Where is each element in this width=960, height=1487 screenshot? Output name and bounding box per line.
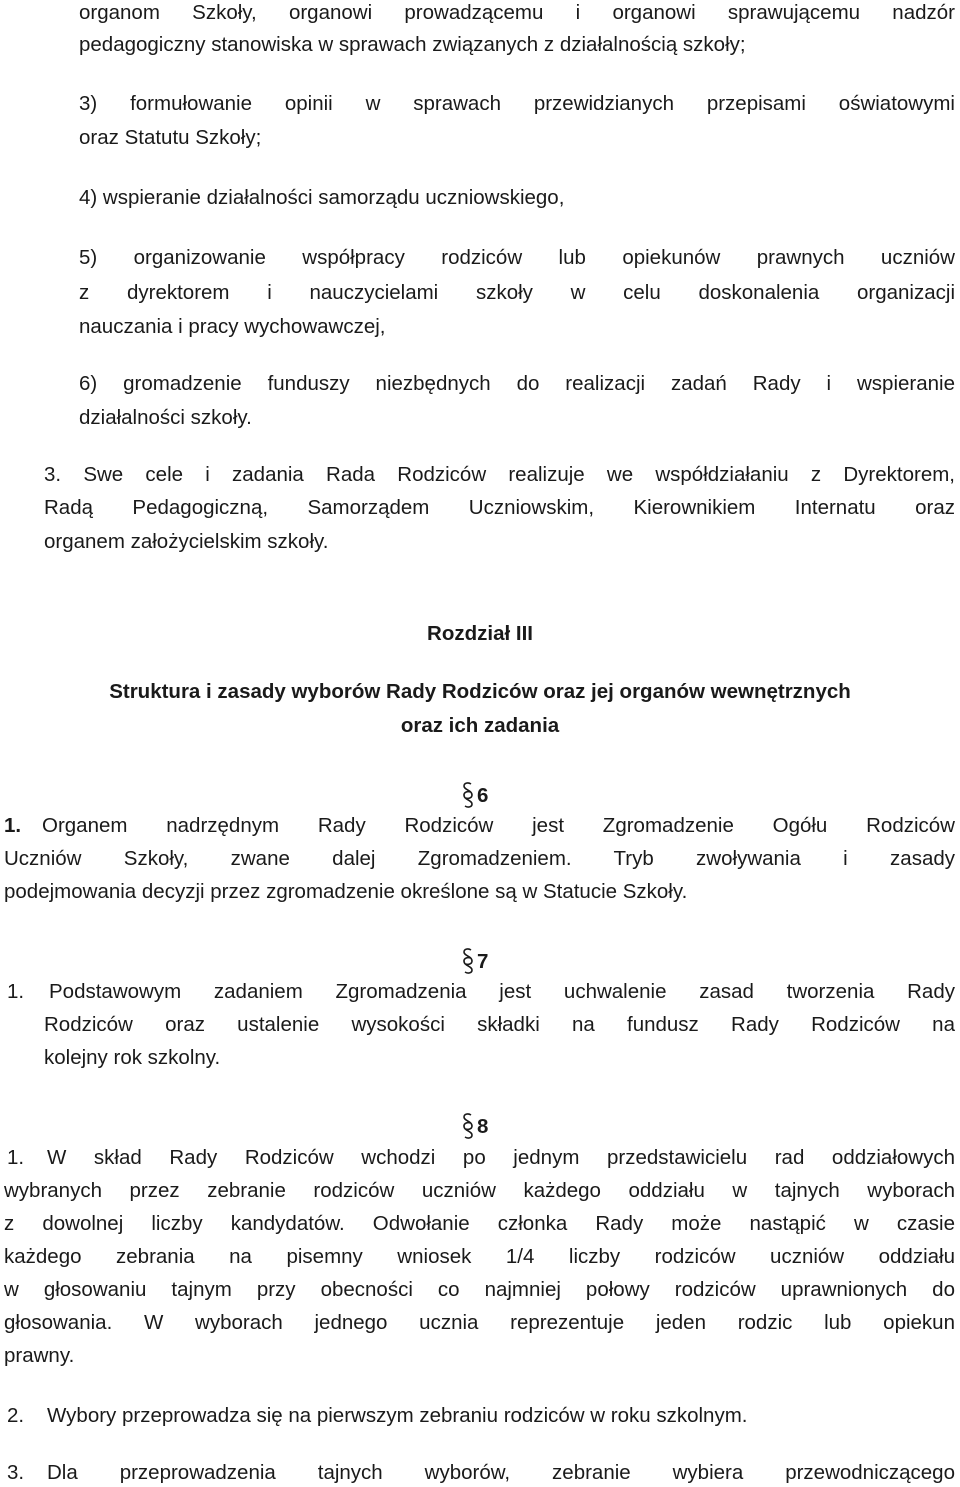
list-item-cont: z dyrektorem i nauczycielami szkoły w celu doskonalenia organizacji [79,281,955,304]
item-number: 2. [7,1404,25,1427]
paragraph-text: W skład Rady Rodziców wchodzi po jednym przedstawicielu rad oddziałowych [47,1146,955,1169]
point-paragraph: 3. Swe cele i zadania Rada Rodziców realizuje we współdziałaniu z Dyrektorem, [44,463,955,486]
paragraph-text-cont: głosowania. W wyborach jednego ucznia reprezentuje jeden rodzic lub opiekun [4,1311,955,1334]
item-number: 1. [7,980,25,1003]
paragraph-text: Podstawowym zadaniem Zgromadzenia jest uchwalenie zasad tworzenia Rady [49,980,955,1003]
item-number: 1. [7,1146,25,1169]
paragraph-number: 7 [477,950,489,973]
paragraph-text-cont: w głosowaniu tajnym przy obecności co najmniej połowy rodziców uprawnionych do [4,1278,955,1301]
point-paragraph-cont: Radą Pedagogiczną, Samorządem Uczniowskim, Kierownikiem Internatu oraz [44,496,955,519]
section-sign-icon [462,781,474,809]
list-item: 3) formułowanie opinii w sprawach przewidzianych przepisami oświatowymi [79,92,955,115]
paragraph-text-cont: Rodziców oraz ustalenie wysokości składki na fundusz Rady Rodziców na [44,1013,955,1036]
paragraph-text-cont: kolejny rok szkolny. [44,1046,221,1069]
list-item-cont: oraz Statutu Szkoły; [79,126,262,149]
chapter-subtitle: Struktura i zasady wyborów Rady Rodziców oraz jej organów wewnętrznych [109,680,851,703]
paragraph-number: 8 [477,1115,489,1138]
chapter-subtitle: oraz ich zadania [400,714,560,737]
paragraph-text-cont: prawny. [4,1344,75,1367]
paragraph-text: Wybory przeprowadza się na pierwszym zebraniu rodziców w roku szkolnym. [47,1404,748,1427]
chapter-title: Rozdział III [427,622,533,645]
paragraph-text-cont: wybranych przez zebranie rodziców uczniów każdego oddziału w tajnych wyborach [4,1179,955,1202]
paragraph-text-cont: Uczniów Szkoły, zwane dalej Zgromadzeniem. Tryb zwoływania i zasady [4,847,955,870]
paragraph-number: 6 [477,784,489,807]
paragraph-text: Organem nadrzędnym Rady Rodziców jest Zgromadzenie Ogółu Rodziców [42,814,955,837]
item-number: 3. [7,1461,25,1484]
paragraph-text-cont: każdego zebrania na pisemny wniosek 1/4 liczby rodziców uczniów oddziału [4,1245,955,1268]
point-paragraph-cont: organem założycielskim szkoły. [44,530,329,553]
list-item: 4) wspieranie działalności samorządu uczniowskiego, [79,186,565,209]
section-sign-icon [462,947,474,975]
section-sign-icon [462,1112,474,1140]
list-item: 6) gromadzenie funduszy niezbędnych do realizacji zadań Rady i wspieranie [79,372,955,395]
list-item-cont: działalności szkoły. [79,406,252,429]
paragraph-text: Dla przeprowadzenia tajnych wyborów, zebranie wybiera przewodniczącego [47,1461,955,1484]
list-item-cont: nauczania i pracy wychowawczej, [79,315,386,338]
list-item: 5) organizowanie współpracy rodziców lub opiekunów prawnych uczniów [79,246,955,269]
text-line: pedagogiczny stanowiska w sprawach związanych z działalnością szkoły; [79,33,746,56]
paragraph-text-cont: podejmowania decyzji przez zgromadzenie określone są w Statucie Szkoły. [4,880,688,903]
paragraph-text-cont: z dowolnej liczby kandydatów. Odwołanie członka Rady może nastąpić w czasie [4,1212,955,1235]
text-line: organom Szkoły, organowi prowadzącemu i organowi sprawującemu nadzór [79,1,955,24]
item-number: 1. [4,814,22,837]
